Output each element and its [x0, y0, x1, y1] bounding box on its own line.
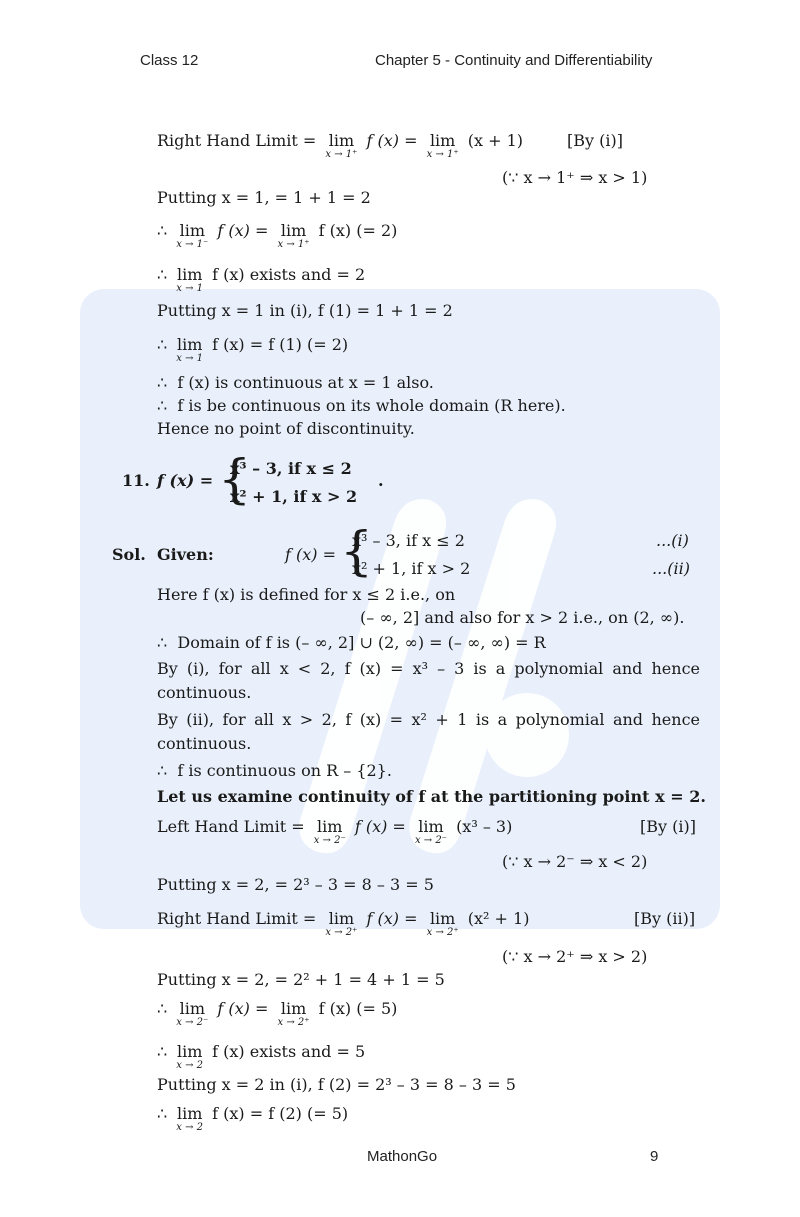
- solution-lhs: f (x) =: [285, 545, 337, 564]
- lim-subscript: x → 1⁺: [325, 149, 358, 160]
- fx-text: f (x) =: [366, 131, 418, 150]
- putting-line-2b: Putting x = 2, = 2² + 1 = 4 + 1 = 5: [157, 970, 445, 989]
- lim-word: lim: [176, 265, 203, 284]
- rhl2-line: Right Hand Limit = lim x → 2⁺ f (x) = lim x → 2⁺ (x² + 1): [157, 909, 530, 938]
- continuous-on-text: f is continuous on R – {2}.: [177, 761, 392, 780]
- limit-equals-text: f (x) = f (1) (= 2): [212, 335, 349, 354]
- lim-subscript: x → 1: [176, 353, 204, 364]
- lim-subscript: x → 2⁻: [414, 835, 447, 846]
- by-ii-line-1: By (ii), for all x > 2, f (x) = x² + 1 is a polynomial and hence: [157, 710, 700, 729]
- putting-in-i-line-2: Putting x = 2 in (i), f (2) = 2³ – 3 = 8 – 3 = 5: [157, 1075, 516, 1094]
- by-i-line-1: By (i), for all x < 2, f (x) = x³ – 3 is a polynomial and hence: [157, 659, 700, 678]
- rhl1-expression: (x + 1): [467, 131, 524, 150]
- therefore-symbol: ∴: [157, 396, 168, 415]
- lim-word: lim: [176, 1104, 203, 1123]
- continuous-on-line: [157, 761, 392, 781]
- rhl2-reference: [By (ii)]: [634, 909, 696, 928]
- lim-subscript: x → 2⁺: [325, 927, 358, 938]
- lim-word: lim: [429, 131, 456, 150]
- therefore-symbol: ∴: [157, 761, 168, 780]
- by-i-line-2: continuous.: [157, 683, 252, 702]
- limit-equality-2: [157, 999, 397, 1028]
- footer-brand: MathonGo: [367, 1148, 438, 1165]
- limit-equals-f1: [157, 335, 348, 364]
- limit-equals-f2: [157, 1104, 348, 1133]
- lim-subscript: x → 2⁻: [313, 835, 346, 846]
- lim-word: lim: [176, 1042, 203, 1061]
- examine-continuity-line: Let us examine continuity of f at the partitioning point x = 2.: [157, 787, 706, 806]
- continuous-domain: [157, 396, 566, 416]
- lim-word: lim: [179, 999, 205, 1018]
- lim-subscript: x → 2⁺: [426, 927, 459, 938]
- lim-word: lim: [280, 221, 307, 240]
- question-brace: {: [218, 450, 252, 510]
- question-period: .: [378, 471, 384, 490]
- lim-word: lim: [328, 909, 355, 928]
- limit-exists-2: [157, 1042, 365, 1071]
- limit-equals-text: f (x) = f (2) (= 5): [212, 1104, 349, 1123]
- lim-subscript: x → 1⁺: [277, 239, 310, 250]
- solution-label: Sol.: [112, 545, 146, 564]
- given-label: Given:: [157, 545, 214, 564]
- lhl2-expression: (x³ – 3): [456, 817, 513, 836]
- defined-line-1: Here f (x) is defined for x ≤ 2 i.e., on: [157, 585, 456, 604]
- lim-word: lim: [176, 335, 203, 354]
- lim-word: lim: [418, 817, 444, 836]
- therefore-symbol: ∴: [157, 999, 168, 1018]
- fx-text: f (x) =: [217, 221, 269, 240]
- domain-text: Domain of f is (– ∞, 2] ∪ (2, ∞) = (– ∞, ∞) = R: [177, 633, 546, 652]
- lhl2-reference: [By (i)]: [640, 817, 696, 836]
- continuous-at-1-text: f (x) is continuous at x = 1 also.: [177, 373, 434, 392]
- question-number: 11.: [122, 471, 150, 490]
- lim-subscript: x → 1⁺: [426, 149, 459, 160]
- lim-subscript: x → 2⁺: [277, 1017, 310, 1028]
- defined-line-2: (– ∞, 2] and also for x > 2 i.e., on (2, ∞).: [360, 608, 685, 627]
- rhl1-reference: [By (i)]: [567, 131, 623, 150]
- therefore-symbol: ∴: [157, 1042, 168, 1061]
- limit-exists-1: [157, 265, 365, 294]
- lim-subscript: x → 2⁻: [176, 1017, 209, 1028]
- no-discontinuity: Hence no point of discontinuity.: [157, 419, 415, 438]
- lim-word: lim: [328, 131, 355, 150]
- limit-value: f (x) (= 2): [318, 221, 398, 240]
- therefore-symbol: ∴: [157, 373, 168, 392]
- page-number: 9: [650, 1148, 659, 1165]
- lim-word: lim: [317, 817, 343, 836]
- lhl2-label: Left Hand Limit: [157, 817, 287, 836]
- rhl1-condition: (∵ x → 1⁺ ⇒ x > 1): [502, 168, 648, 187]
- fx-text: f (x) =: [366, 909, 418, 928]
- continuous-at-1: [157, 373, 434, 393]
- limit-value: f (x) (= 5): [318, 999, 398, 1018]
- lim-subscript: x → 1⁻: [176, 239, 209, 250]
- solution-case-2: x² + 1, if x > 2: [352, 559, 471, 578]
- limit-exists-text: f (x) exists and = 2: [212, 265, 366, 284]
- solution-ref-1: ...(i): [656, 531, 689, 550]
- rhl1-label: Right Hand Limit: [157, 131, 298, 150]
- question-case-1: x³ – 3, if x ≤ 2: [230, 459, 352, 478]
- header-class-label: Class 12: [140, 52, 199, 69]
- rhl1-line: Right Hand Limit = lim x → 1⁺ f (x) = lim x → 1⁺ (x + 1): [157, 131, 524, 160]
- header-chapter-title: Chapter 5 - Continuity and Differentiability: [375, 52, 653, 69]
- lim-word: lim: [429, 909, 456, 928]
- question-lhs: f (x) =: [157, 471, 214, 490]
- rhl2-expression: (x² + 1): [467, 909, 530, 928]
- solution-ref-2: ...(ii): [652, 559, 690, 578]
- therefore-symbol: ∴: [157, 633, 168, 652]
- fx-text: f (x) =: [354, 817, 406, 836]
- lhl2-condition: (∵ x → 2⁻ ⇒ x < 2): [502, 852, 648, 871]
- lim-subscript: x → 1: [176, 283, 204, 294]
- domain-line: [157, 633, 546, 653]
- therefore-symbol: ∴: [157, 335, 168, 354]
- putting-line-1: Putting x = 1, = 1 + 1 = 2: [157, 188, 371, 207]
- rhl2-label: Right Hand Limit: [157, 909, 298, 928]
- lhl2-line: Left Hand Limit = lim x → 2⁻ f (x) = lim x → 2⁻ (x³ – 3): [157, 817, 513, 846]
- continuous-domain-text: f is be continuous on its whole domain (R here).: [177, 396, 566, 415]
- therefore-symbol: ∴: [157, 221, 168, 240]
- therefore-symbol: ∴: [157, 1104, 168, 1123]
- limit-exists-text: f (x) exists and = 5: [212, 1042, 366, 1061]
- question-case-2: x² + 1, if x > 2: [230, 487, 358, 506]
- lim-subscript: x → 2: [176, 1060, 204, 1071]
- putting-in-i-line: Putting x = 1 in (i), f (1) = 1 + 1 = 2: [157, 301, 453, 320]
- therefore-symbol: ∴: [157, 265, 168, 284]
- fx-text: f (x) =: [217, 999, 269, 1018]
- lim-subscript: x → 2: [176, 1122, 204, 1133]
- solution-case-1: x³ – 3, if x ≤ 2: [352, 531, 465, 550]
- limit-equality-1: [157, 221, 397, 250]
- solution-brace: {: [340, 522, 374, 582]
- lim-word: lim: [280, 999, 307, 1018]
- lim-word: lim: [179, 221, 205, 240]
- putting-line-2a: Putting x = 2, = 2³ – 3 = 8 – 3 = 5: [157, 875, 434, 894]
- rhl2-condition: (∵ x → 2⁺ ⇒ x > 2): [502, 947, 648, 966]
- by-ii-line-2: continuous.: [157, 734, 252, 753]
